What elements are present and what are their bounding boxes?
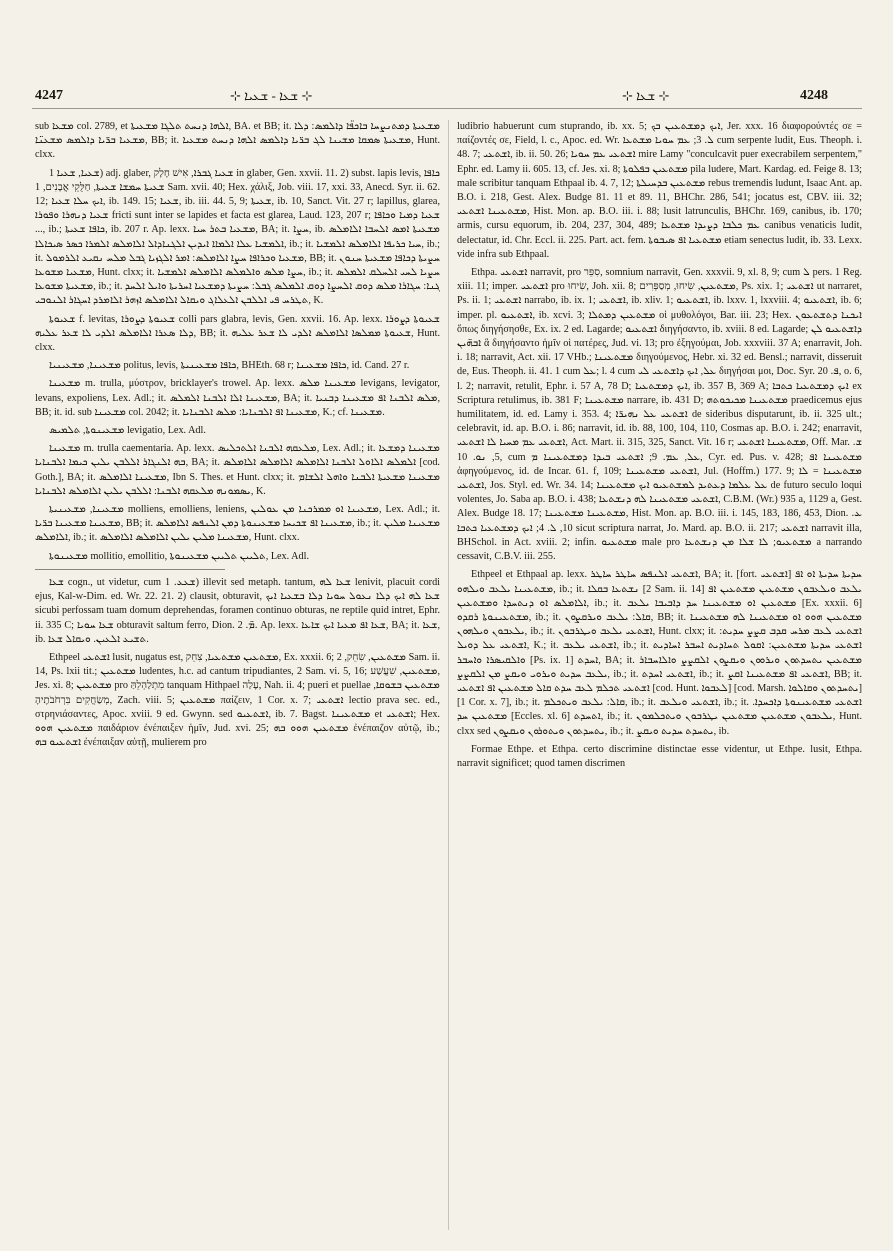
column-left (35, 120, 440, 1235)
entry-formae-note: Formae Ethpe. et Ethpa. certo discrimine distinctae esse videntur, ut Ethpe. lusit, Ethpa. narravit significet; quod tamen discrimen (457, 743, 862, 769)
entry-mshayana-politus: ܡܫܥܝܢܐ, ܡܫܥܝܢܝܐ politus, levis, ܟܐܦܐ ܡܫܥܝܢܝܬܐ, BHEth. 68 r; ܟܐܦܐ ܡܫܥܝܢܐ, id. Cand. 27 r. (49, 360, 410, 372)
entry-ethpeel-continued: ludibrio habuerunt cum stuprando, ib. xx. 5; ܐܝܟ ܕܡܫܬܥܝܢ ܒܟ, Jer. xxx. 16 διαφορούντές σε = παίζοντές σε, Field, l. c., Apoc. ed. Wr. ܠ. 3; ܥܡ ܚܘܝܐ ܡܫܬܥܐ cum serpente ludit, Eus. Theoph. i. 48. 7; ܐܫܬܥܝ, ib. ii. 50. 26; ܐܫܬܥܝ ܥܡ ܚܘܝܐ mire Lamy "conculcavit puer execrabilem serpentem," Ephr. ed. Lamy ii. 605. 13, cf. Jes. xi. 8; ܡܫܬܥܝܢ ܒܦܠܘܬܐ pila ludere, Mart. Kardag. ed. Feige 8. 13; male scribitur tanquam Ethpaal ib. 4. 7, 12; ܡܫܬܥܝܢ ܒܕܚܝܠܬܐ rebus tremendis ludunt, Isaac Ant. ap. B.O. i. 218, Gest. Alex. Budge 81. 11 et 89. 11, BHChr. 286, 541; jocatus est, CBV. iii. 32; ܡܫܬܥܝܢܐ ܐܫܬܥܝ, Hist. Mon. ap. B.O. iii. i. 88; lusit latrunculis, BHChr. 169, canibus, ib. 170; armis, cursu equorum, ib. 204, 237, 304, 489; ܥܡ ܟܠܒܐ ܕܨܝܕܐ ܡܫܬܥܐ canibus venaticis ludit, delectatur, id. Chr. Eccl. ii. 225. Part. act. fem. ܡܫܬܥܝܐ ܐܦ ܣܝܒܘܬܐ etiam senectus ludit, ib. 33. Lexx. vide infra sub Ethpaal. (457, 121, 862, 260)
entry-ethpeel: Ethpeel ܐܫܬܥܝ lusit, nugatus est, ܡܫܬܥܝܢ ܡܫܬܥܝܐ, צִחֵק, Ex. xxxii. 6; ܡܫܬܥܝܢ, שִׂחֵק, 2 Sam. ii. 14, Ps. lxii tit.; ܡܫܬܥܝܢ ludentes, h.c. ad cantum tripudiantes, 2 Sam. vi. 5, 16; ܡܫܬܥܝܢ, שִׁעֲשַׁע, Jes. xi. 8; ܡܫܬܥܝܢ pro מִתְלַהְלֵהַּ tanquam Hithpael עָלַה, Nah. ii. 4; pueri et puellae ܡܫܬܥܝܢ ܒܫܘܩܐ, מְשַׂחֲקִים בִּרְחֹבֹתֶיהָ, Zach. viii. 5; ܡܫܬܥܝܢ παίζειν, 1 Cor. x. 7; ܐܫܬܥܝ lectio prava sec. ed., στρηνιάσαντες, Apoc. xviii. 9 ed. Gwynn. sed ܐܫܬܥܝܘ, ib. 7. Bagst. ܡܫܬܥܝܢܐ et ܐܫܬܥܝ; Hex. ܡܫܬܥܝܢ ܗܘܘ παιδάριον ἐνέπαιξεν ἡμῖν, Jud. xvi. 25; ܡܫܬܥܝܢ ܗܘܘ ܒܗ ἐνέπαιζον αὐτῷ, ib.; ܐܫܬܥܝܘ ܒܗ ἐνέπαιξαν αὐτῇ, mulierem pro (35, 651, 440, 749)
page-number-left: 4247 (35, 88, 63, 103)
entry-continuation: sub ܡܫܥܐ col. 2789, et ܐܠܗܐ ܕܢܚܬ ܬܠܓܐ ܡܫܥܝܬܐ, BA. et BB; it. ܡܫܥܝܬܐ ܕܡܬܢܨܚܐ ܒܐܟܦ̈ܐ ܕܐܠܡܣ: ܕܠܐ ܡܫܥܝܐ ܒܪ̈ܝܐ ܕܐܠܡܣ ܡܫܥܢ̈ܐ, BB; it. ܡܫܥܝܬܐ ܣܡܩܐ ܡܫܝܢܐ ܠܓ ܒܪ̈ܝܐ ܕܐܠܡܣ ܐܠܗܐ ܕܢܚܬ ܡܫܥܝܐ, Hunt. clxx. (35, 121, 440, 161)
entry-levigatio: ܡܫܥܝܢܘܬܐ, ܬܠܡܝܣ levigatio, Lex. Adl. (49, 425, 206, 437)
header-rule (32, 108, 862, 109)
entry-shayutha: ܫܥܝܘܬܐ f. levitas, ܫܥܝܘܬܐ ܕܨܘܪܐ colli pars glabra, levis, Gen. xxvii. 16. Ap. lexx. ܫܥܝܘܬܐ ܕܨܘܪܐ ܕܠܐ ܣܥܪܐ ܐܠܐܡܠܣ ܐܠܕܝ ܠܐ ܫܥܪ ܥܠܝܗ, BB; it. ܫܥܝܘܬܐ ܡܡܠܣܐ ܐܠܐܡܠܣ ܐܠܕܝ ܠܐ ܫܥܪ ܥܠܝܗ, Hunt. clxx. (35, 313, 440, 354)
entry-shaya: ܫܥܝܐ, ܫܥܝܐ 1) adj. glaber, ܫܥܝܐ ܓܒܪܐ, אִישׁ חָלָק in glaber, Gen. xxvii. 11. 2) subst. lapis levis, ܟܐܦܐ ܫܥܝܬܐ ܚܡܫܐ ܫܥܝܬܐ, חַלֻּקֵי אֲבָנִים, 1 Sam. xvii. 40; Hex. χάλιξ, Job. viii. 17, xxi. 33, Anecd. Syr. ii. 62. 12; ܐܝܟ ܚܠܐ ܫܥܝܐ, ib. 149. 15; ܫܥܝܐ, ib. iii. 44. 5, 9; ܫܥܝܬܐ, ib. 10, Sanct. Vit. 27 r; lapillus, glarea, ܫܥܝܐ ܕܢܗܪܐ ܘܦܘܪܐ fricti sunt inter se lapides et facta est glarea, Laud. 123, 207 r; ܫܥܝܐ ܕܡܝܐ ܘܟܐܦܐ ..., ib.; ܟܐܦܐ ܫܥܝܬܐ, ib. 207 r. Ap. lexx. ܡܫܥܝܐ ܒܬܪ ܚܝܐ, BA; it. ܚܨܐ, ib. ܡܫܥܝܬܐ ܐܡܣ ܐܠܚܒܐ ܐܠܐܡܠܣ ܐܠܡܫܝܐ ܥܠܐ ܐܠܡܐܐ ܐܝܕܝܢ ܐܠܓܢܐܕܐܠ ܐܠܐܡܠܣ ܐܠܡܪܐ ܟܣܪ ܣܝܟܐܠܐ, ib.; it. ܚܝܐ ܟܪܝܦܐ ܐܠܐܡܠܣ ܐܠܡܫܝܐ, ib.; it. ܡܫܥܝܐ ܘܟܪܐܦܐ ܚܨܐ ܐܠܐܡܠܣ: ܐܡܪ ܐܠܓܙܝܐ ܓܒܠ ܡܠܚ ܢܩܝܥ ܐܠܪܡܘܠ, BB; it. ܚܨܝܬܐ ܕܟܐܦܐ ܡܫܥܝܬܐ ܚܢܘܢ ܡܫܥܝܐ ܡܫܘܥܐ, Hunt. clxx; it. ܚܨܐ ܡܠܣ ܘܐܠܡܠܣ ܐܠܐܡܠܣ ܐܠܡܫܝܐ, ib.; it. ܚܨܝܐ ܠܚܝ ܐܠܚܠܩ ܐܠܡܠܣ ܡܫܥܝܬܐ ܡܫܘܥܐ, ib.; it. ܓܢܐ: ܚܓܐܪܐ ܡܠܣ ܕܘܩ ܐܠܚܨܐ ܕܘܩ ܐܠܡܠܣ ܓܒܠ: ܚܨܝܬܐ ܕܡܫܥܝܐ ܐܚܪܝܬܐ ܘܐܝܠ ܐܠܚܕ ܬܛܪܚ ܦܝ ܐܠܠܒܢ ܐܠܥܠܐܓ ܘܝܩܐܠ ܐܠܐܡܠܣ ܐܙܗܪ ܐܠܐܡܪܕ ܐܚܓܐܪ ܐܠܢܘܒܝ, K. (35, 167, 440, 307)
running-headword-right: ⊹ ܫܥܐ ⊹ (622, 88, 670, 103)
entry-mshayana-trulla: ܡܫܥܝܢܐ m. trulla, μύστρον, bricklayer's trowel. Ap. lexx. ܡܫܥܝܢܐ ܡܠܣ levigans, levigator, levans, expoliens, Lex. Adl.; it. ܡܫܥܝܢܐ ܐܠܐ ܐܠܒܢܐ ܐܠܡܠܣ, BA; it. ܡܠܣ ܐܠܒܢܐ ܐܦ ܡܫܥܝܢܐ ܕܒܢܝܐ, BB; it. id. sub ܡܫܥܝܢܐ col. 2042; it. ܡܫܥܝܢܐ ܐܦ ܐܠܒܢܐܝܐ: ܡܠܣ ܐܠܒܢܐܝܐ, K.; cf. ܡܫܥܝܢܐ. (35, 378, 440, 418)
running-header (0, 88, 893, 110)
entry-ethpa: Ethpa. ܐܫܬܥܝ narravit, pro סִפֵּר, somnium narravit, Gen. xxxvii. 9, xl. 8, 9; cum ܠ pers. 1 Reg. xiii. 11; imper. ܐܫܬܥܝ pro שִׂיחוּ, Joh. xii. 8; ܡܫܬܥܝܢ, שִׂיחוּ, מְסַפְּרִים, Ps. xix. 1; ܐܫܬܥܝ ut narraret, Ps. ii. 1; ܐܫܬܥܝ narrabo, ib. ix. 1; ܐܫܬܥܝ, ib. xliv. 1; ܐܫܬܥܝܘ, ib. lxxv. 1, lxxviii. 4; ܐܫܬܥܝܘ, ib. 6; imper. pl. ܐܫܬܥܝܘ, ib. xcvi. 3; ܡܫܬܥܝܢ ܕܡܬܠܐ οἱ μυθολόγοι, Bar. iii. 23; Hex. ܐܝܟܢܐ ܕܬܫܬܥܘܢ ὅπως διηγήσησθε, Ex. ix. 2 ed. Lagarde; ܐܫܬܥܝܘ διηγήσαντο, ib. xviii. 8 ed. Lagarde; ܕܐܫܬܥܝܘ ܠܢ ܐܒܗ̈ܝܢ ἃ διηγήσαντο ἡμῖν οἱ πατέρες, Jud. vi. 13; pro ἐξηγούμαι, Job. xxxviii. 37 A; enarravit, Joh. i. 18; narravit, Act. xii. 17 VHb.; ܡܫܬܥܝܢܐ διηγούμενος, Hebr. xi. 32 ed. Bensl.; narravit, disseruit de, Eus. Theoph. ii. 41. 1 cum ܥܠ; l. 4 cum ܥܠ, ܐܝܟ ܕܐܫܬܥܝ ܠܝ διηγήσαι μοι, Doc. Syr. ܦ. 20, o. 6, l. 2; narravit, retulit, Ephr. i. 57 A, 78 D; ܐܝܟ ܕܡܫܬܥܝܐ, ib. 357 B, 369 A; ܐܝܟ ܕܡܫܬܥܝܐ ܟܬܒܐ ex Scriptura retulimus, ib. 381 F; ܡܫܬܥܝܢܐ narrare, ib. 431 D; ܡܫܬܥܝܢܐ ܡܟܝܟܘܬܗ praedicemus ejus humilitatem, id. ed. Lamy i. 353. 4; ܐܫܬܥܝ ܥܠ ܢܗܝܪ̈ܐ de sideribus disputarunt, ib. ii. 325 ult.; celebravit, id. ap. B.O. i. 86; narravit, id. ib. 88, 100, 104, 110, Cosmas ap. B.O. i. 242; enarravit, ܐܫܬܥܝ ܥܡ ܡܚܝܐ ܠܐ ܐܫܬܥܝ, Act. Mart. ii. 315, 325, Sanct. Vit. 16 r; ܡܫܬܥܝܢܐ ܐܫܬܥܝ, Off. Mar. ܫ. 5, ܢܘ. 10, cum ܥܠ, ܥܡ. 9; ܐܫܬܥܝ ܒܝܕܐ ܕܡܫܬܥܝܢܐ ܡ, Cyr. ed. Pus. v. 428; ܡܫܬܥܝܢܐ ܐܦ ἀφηγούμενος, id. de Incar. 61. f, 109; ܐܫܬܥܝ ܡܫܬܥܝܢܐ, Jul. (Hoffm.) 177. 9; ܡܫܬܥܝܢܐ = ܠܐ ܐܫܬܥܝ, Jos. Styl. ed. Wr. 34. 14; ܥܠ ܥܠܡܐ ܕܥܬܝܕ ܠܡܫܬܥܝܘ ܐܝܟ ܡܫܬܥܝܢܐ de futuro seculo loqui volentes, Jo. Saba ap. B.O. i. 438; ܐܫܬܥܝ ܡܫܬܥܝܢܐ ܠܗ ܕܢܫܬܥܐ, C.B.M. (Wr.) 935 a, 1129 a, Gest. Alex. Budge 18. 17; ܡܫܬܥܝܢܐ ܡܫܬܥܝܢܐ, Hist. Mon. ap. B.O. iii. i. 145, 183, 186, 453, Dion. ܥ. 10, ܠ. 4; ܐܝܟ ܕܡܫܬܥܝܐ ܟܬܒܐ sicut scriptura narrat, Jo. Mard. ap. B.O. ii. 217; ܐܫܬܥܝ narravit illa, BHSchol. in Act. xviii. 2; infin. ܡܫܬܥܝܘ male pro ܡܫܬܥܝܘ; ܠܐ ܫܠܐ ܡܢ ܕܢܫܬܥܐ a narrando cessavit, C.B.V. iii. 255. (457, 267, 862, 563)
section-rule (35, 569, 225, 570)
page-number-right: 4248 (800, 88, 828, 103)
entry-mollitio: ܡܫܥܝܢܘܬܐ mollitio, emollitio, ܬܠܝܝܢ ܬܠܝܝܢ ܡܫܥܝܢܘܬܐ, Lex. Adl. (49, 550, 310, 562)
running-headword-left: ⊹ ܫܥܐ - ܫܥܝܐ ⊹ (230, 88, 313, 103)
entry-molliens: ܡܫܥܝܢܐ, ܡܫܥܝܢܝܬܐ molliens, emolliens, leniens, ܡܫܥܝܢܐ ܐܘ ܡܡܪܟܢܐ ܡܢ ܥܘܠܝܢ, Lex. Adl.; it. ܡܫܥܝܢܐ ܡܫܥܝܢܐ ܒܪ̈ܝܐ, BB; it. ܡܫܥܝܢܐ ܐܦ ܫܟܝܚܐ ܡܫܥܝܢܘܬܐ ܕܡܢ ܐܠܢܦܣ ܐܠܐܡܠܣ, ib.; it. ܡܫܥܝܢܐ ܡܠܝܢ ܐܠܐܡܠܣ, ib.; it. ܡܫܥܝܢܐ ܡܠܝܢ ܝܠܝܢ ܐܠܐܡܠܣ ܐܠܐܡܠܣ, Hunt. clxx. (35, 504, 440, 544)
column-right (457, 120, 862, 1235)
column-divider (448, 120, 449, 1230)
entry-trulla-caementaria: ܡܫܥܝܢܐ m. trulla caementaria. Ap. lexx. ܡܠܥܩܗ ܐܠܒܢܐ ܐܠܬܟܠܝܣ, Lex. Adl.; it. ܡܫܥܝܢܐ ܕܡܫܥܐ ܒܗ ܐܠܢܓܐܪ ܐܠܠܒܢ ܝܠܝܢ ܟܝܡܐ ܐܠܒܢܐܝܐ, BA; it. ܐܠܡܠܣ ܐܠܐܘܠ ܐܠܒܢܐ ܐܠܐܡܠܣ ܐܠܐܡܠܣ ܐܠܐܡܠܣ [cod. Goth.], BA; it. ܡܫܥܝܢܐ ܐܠܐܡܠܣ, Ibn S. Thes. et Hunt. clxx; it. ܡܫܥܝܢܐ ܡܫܥܝܬܐ ܐܠܒܢܐ ܘܐܗܠ ܐܠܫܐܡ ܝܣܡܘܢܗ ܡܠܥܩܗ ܐܠܒܢܐ: ܐܠܠܒܢ ܝܠܝܢ ܐܠܐܡܠܣ ܐܠܒܢܐܝܐ, K. (35, 443, 440, 497)
entry-shaa-root: ܫܥܐ cogn., ut videtur, cum ܫܥܥ. 1) illevit sed metaph. tantum, ܫܥܐ ܠܗ lenivit, placuit cordi ejus, Kal-w-Dim. ed. Wr. 22. 21. 2) clausit, obturavit, ܫܥܐ ܠܗ ܐܝܟ ܕܠܐ ܢܥܘܠ ܚܘܝܐ ܕܠܐ ܒܫܥܝܐ ܐܝܟ sicubi perfossam tuam domum deprehendas, foramen continuo obturas, ne reptile quid intret, Ephr. ii. 335 C; ܫܥܐ ܚܘܝܐ obturavit saltum ferro, Dion. ܡ̈. 2. Ap. lexx. ܫܥܐ ܐܦ ܡܥܝܐ ܐܝܟ ܫܐܥܐ, BA; it. ܫܥܐ, ib. ܬܫܝܥ ܐܠܥܝܢ. ܘܝܩܐܠ ܫܥܐ. (35, 576, 440, 645)
entry-ethpeel-ethpaal-lexx: Ethpeel et Ethpaal ap. lexx. ܐܫܬܥܝ ܐܠܢܦܣ ܚܐܛܪ ܚܐܛܪ, BA; it. [fort. ܐܫܬܥܝ] ܚܕܝܬܐ ܚܕܝܬܐ ܐܘ ܐܦ ܡܫܬܥܝܢܐ ܝܠܥܒ ܘܝܠܗܘ, ib.; it. ܢܫܬܥܐ ܒܩܠܐ [2 Sam. ii. 14] ܝܠܥܒ ܘܝܠܥܒܘܢ ܡܫܬܥܝܢ ܡܫܬܥܝܢ ܐܦ ܐܠܐܡܠܣ ܐܘ ܕܢܬܚܕܐ ܘܡܫܬܥܝܢ, ib.; it. ܡܫܬܥܝܢ ܐܘ ܡܫܬܥܝܢܐ ܚܕ ܕܐܒܝܒܐ ܝܠܥܒ [Ex. xxxii. 6] ܡܫܬܥܝܢܘܬܐ ܪܩܕܘ, ib.; it. ܩܐܠ: ܝܠܥܒ ܘܝܪܩܨܘܢ, BB; it. ܡܫܬܥܝܢ ܗܘܘ ܐܘ ܡܫܬܥܝܢܐ ܠܗ ܡܫܬܥܝܢܐ ܝܠܥܒܘܢ ܘܝܠܗܘܢ, ib.; it. ܐܫܬܥܝ ܝܠܥܒ ܘܝܛܪܒܘܢ, Hunt. clxx; it. ܐܫܬܥܝ ܠܥܒ ܡܪܚ ܩܕܒ ܩܨܨ ܚܕܝܬ: ܐܫܬܥܝ ܥܠ ܕܘܝܠ, K.; it. ܐܫܬܥܝ ܝܠܥܒ, ib.; it. ܐܫܬܥܝ ܚܕܝܬܐ ܡܫܬܥܝܢ: ܐܩܘܠ ܬܚܐܕܝܬ ܐܚܒܪ ܐܚܐܕܝܬ ܘܐܠܩܝܣܪܐ ܘܐܚܒܪ [Ps. ix. 1] ܐܚܕܬ, BA; it. ܡܫܬܥܝܢ ܝܬܚܕܬܘܢ ܘܝܪܘܘܢ ܘܝܩܨܘܢ ܐܠܩܨܨ ܘܐܠܐܚܒܐܪ ܝܠܥܒ ܚܕܝܬ ܘܝܪܘܝ ܘܝܩܨ ܡܢ ܐܠܩܨܨ, ib.; it. ܐܫܬܥܝ ܐܚܕܬ, ib.; it. ܐܫܬܥܝ ܐܦ ܡܫܬܥܝܢܐ ܐܩܨ, BB; it. ܐܫܬܥܝ ܬܟܠܡ ܠܥܒ ܚܕܬ ܩܐܠ ܡܫܬܥܝܢ ܐܦ ܐܫܬܥܝ [cod. Hunt. ܠܥܒܘܐ] [cod. Marsh. ܝܬܚܕܬܘܢ ܘܩܐܠܘܐ] [1 Cor. x. 7], ib.; it. ܩܐܠ: ܝܠܥܒ ܘܝܬܟܠܡ, ib.; it. ܐܫܬܥܝ ܘܝܠܥܒ, ib.; it. ܐܫܬܥܝ ܡܫܬܥܝܢܘܬܐ ܕܐܟܚܕܐ. ܡܫܬܥܝܢ ܚܕ [Eccles. xl. 6] ܐܬܚܕܬ, ib.; it. ܝܠܥܒܘܢ ܡܫܬܥܝܢ ܡܫܬܥܝܢ ܝܛܪܒܘܢ ܘܝܬܟܠܡܘܢ, Hunt. clxx sed ܝܬܚܕܬܘܢ ܘܝܬܘܪܘܢ ܘܝܩܨܘܢ, ib.; it. ܝܬܚܕܬ ܚܕܝܬ ܘܝܩܨ, ib. (457, 569, 862, 737)
